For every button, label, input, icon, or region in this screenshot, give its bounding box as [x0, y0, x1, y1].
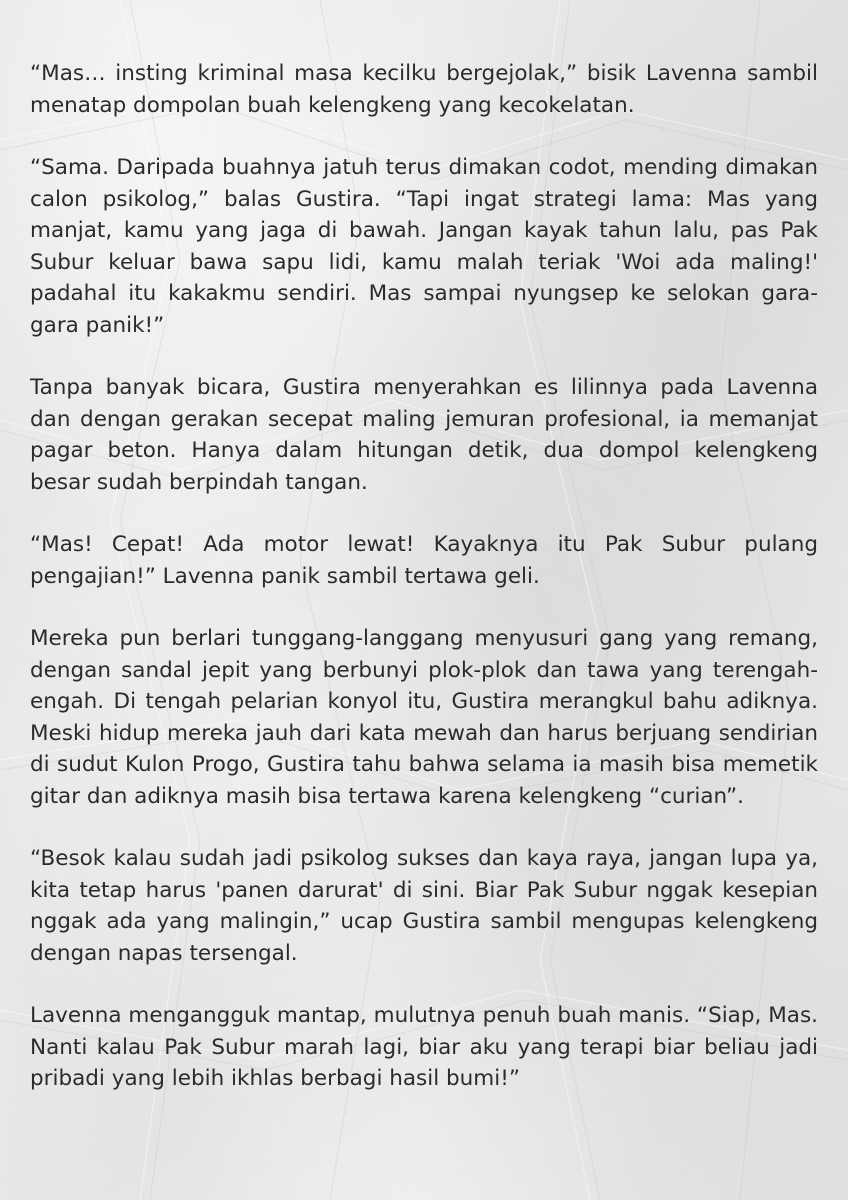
- paragraph-3: Tanpa banyak bicara, Gustira menyerahkan es lilinnya pada Lavenna dan dengan gerakan secepat maling jemuran profesional, ia memanjat pagar beton. Hanya dalam hitungan detik, dua dompol kelengkeng besar sudah berpindah tangan.: [30, 375, 818, 495]
- paragraph-2: “Sama. Daripada buahnya jatuh terus dimakan codot, mending dimakan calon psikolog,” balas Gustira. “Tapi ingat strategi lama: Mas yang manjat, kamu yang jaga di bawah. Jangan kayak tahun lalu, pas Pak Subur keluar bawa sapu lidi, kamu malah teriak 'Woi ada maling!' padahal itu kakakmu sendiri. Mas sampai nyungsep ke selokan gara-gara panik!”: [30, 155, 818, 338]
- story-page: [30, 58, 818, 1126]
- paragraph-4: “Mas! Cepat! Ada motor lewat! Kayaknya itu Pak Subur pulang pengajian!” Lavenna panik sambil tertawa geli.: [30, 532, 818, 589]
- paragraph-5: Mereka pun berlari tunggang-langgang menyusuri gang yang remang, dengan sandal jepit yang berbunyi plok-plok dan tawa yang terengah-engah. Di tengah pelarian konyol itu, Gustira merangkul bahu adiknya. Meski hidup mereka jauh dari kata mewah dan harus berjuang sendirian di sudut Kulon Progo, Gustira tahu bahwa selama ia masih bisa memetik gitar dan adiknya masih bisa tertawa karena kelengkeng “curian”.: [30, 626, 818, 809]
- paragraph-6: “Besok kalau sudah jadi psikolog sukses dan kaya raya, jangan lupa ya, kita tetap harus 'panen darurat' di sini. Biar Pak Subur nggak kesepian nggak ada yang malingin,” ucap Gustira sambil mengupas kelengkeng dengan napas tersengal.: [30, 846, 818, 966]
- paragraph-7: Lavenna mengangguk mantap, mulutnya penuh buah manis. “Siap, Mas. Nanti kalau Pak Subur marah lagi, biar aku yang terapi biar beliau jadi pribadi yang lebih ikhlas berbagi hasil bumi!”: [30, 1003, 818, 1091]
- paragraph-1: “Mas… insting kriminal masa kecilku bergejolak,” bisik Lavenna sambil menatap dompolan buah kelengkeng yang kecokelatan.: [30, 61, 818, 118]
